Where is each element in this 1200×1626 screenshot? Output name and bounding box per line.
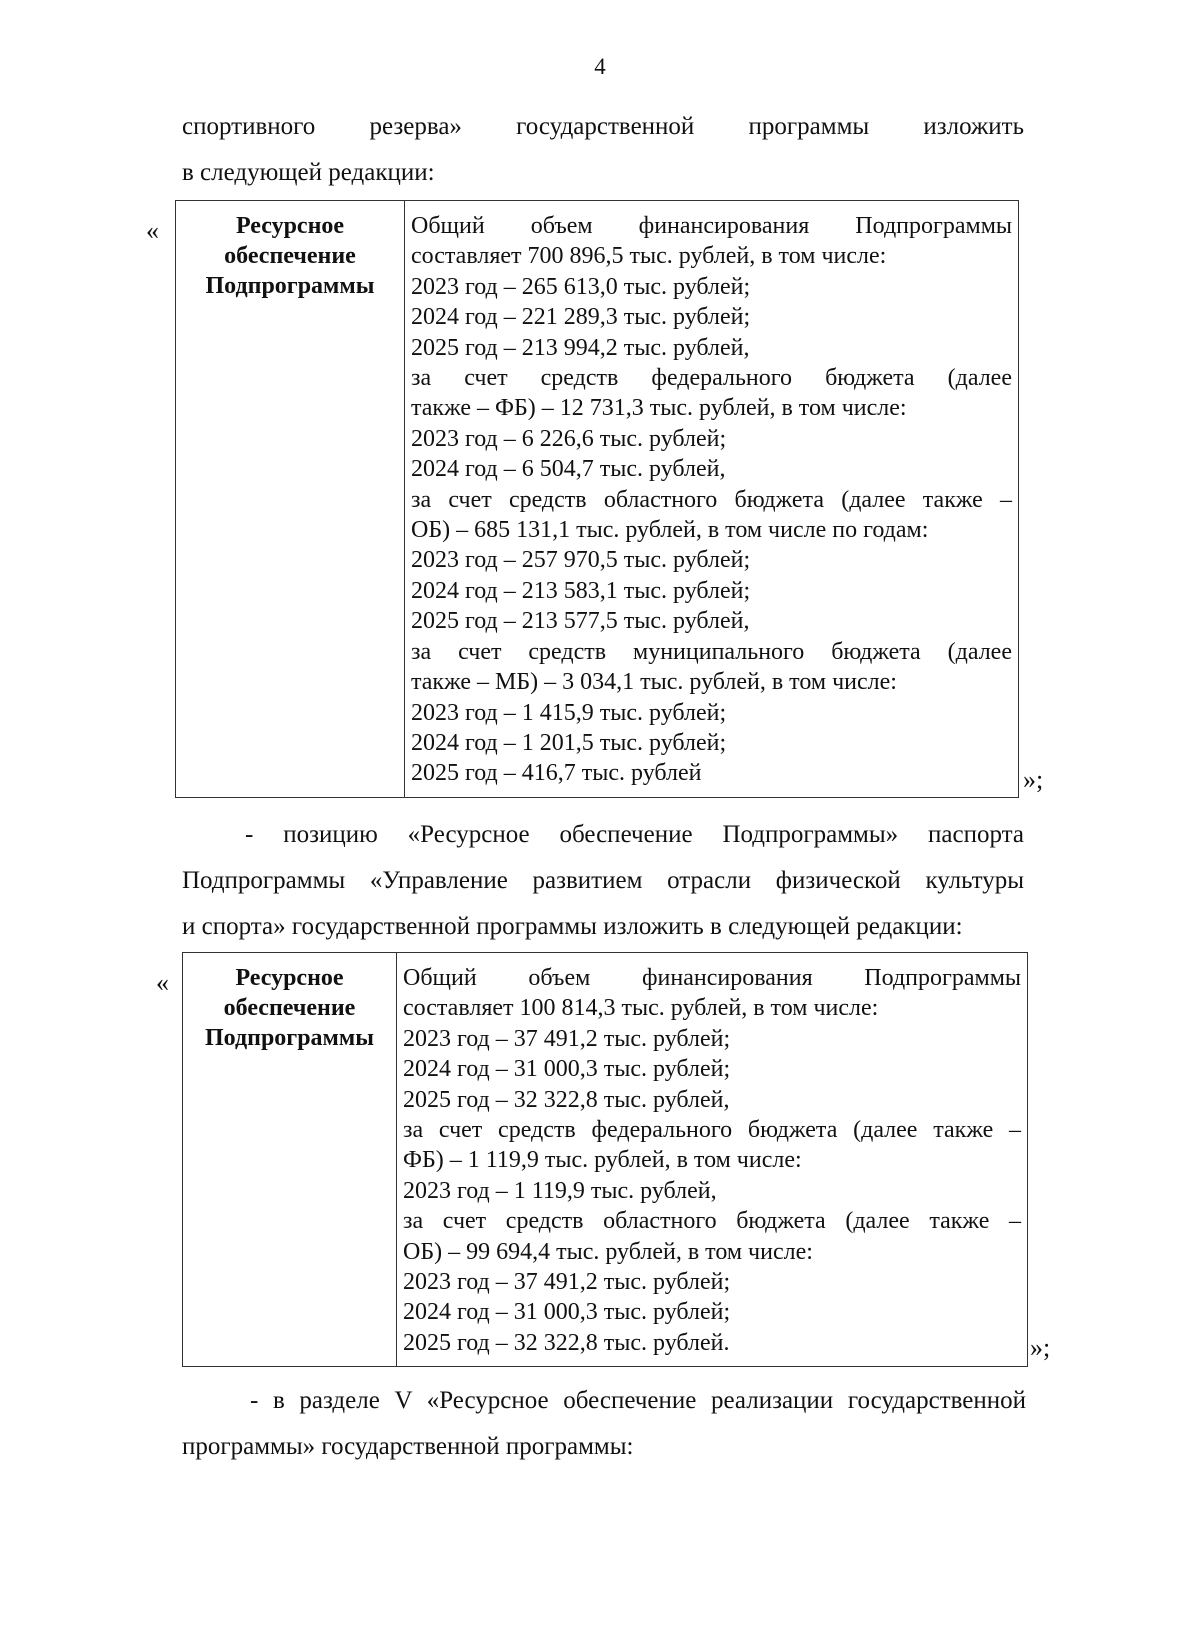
table1-label-line: Подпрограммы bbox=[205, 273, 375, 299]
table2-content-line: 2024 год – 31 000,3 тыс. рублей; bbox=[403, 1056, 731, 1083]
table1-content-line: также – МБ) – 3 034,1 тыс. рублей, в том числе: bbox=[411, 669, 897, 696]
middle-line-3: и спорта» государственной программы изложить в следующей редакции: bbox=[182, 913, 963, 940]
table1-content-line: также – ФБ) – 12 731,3 тыс. рублей, в том числе: bbox=[411, 395, 907, 422]
table2-content-line: 2025 год – 32 322,8 тыс. рублей. bbox=[403, 1329, 730, 1356]
resource-table-1 bbox=[175, 200, 1019, 798]
table2-open-quote: « bbox=[156, 968, 169, 997]
table1-content-line: 2025 год – 213 577,5 тыс. рублей, bbox=[411, 608, 750, 635]
table1-content-line: 2023 год – 1 415,9 тыс. рублей; bbox=[411, 699, 727, 726]
table2-content-line: ФБ) – 1 119,9 тыс. рублей, в том числе: bbox=[403, 1147, 802, 1174]
table2-content-cell bbox=[397, 953, 1028, 1367]
table2-content-line: за счет средств областного бюджета (далее также – bbox=[403, 1208, 1021, 1235]
middle-line-1: - позицию «Ресурсное обеспечение Подпрограммы» паспорта bbox=[245, 821, 1024, 848]
middle-line-2: Подпрограммы «Управление развитием отрасли физической культуры bbox=[182, 867, 1024, 894]
table1-content-line: составляет 700 896,5 тыс. рублей, в том числе: bbox=[411, 243, 887, 270]
intro-line-2: в следующей редакции: bbox=[182, 159, 435, 186]
table1-content-line: за счет средств областного бюджета (далее также – bbox=[411, 486, 1012, 513]
table1-close-quote: »; bbox=[1023, 765, 1044, 794]
table-row bbox=[183, 953, 1028, 1367]
table1-content-line: 2024 год – 1 201,5 тыс. рублей; bbox=[411, 729, 727, 756]
table1-content-line: 2024 год – 213 583,1 тыс. рублей; bbox=[411, 577, 751, 604]
table2-content-line: за счет средств федерального бюджета (далее также – bbox=[403, 1117, 1021, 1144]
table1-label-line: обеспечение bbox=[224, 243, 356, 269]
table2-label-line: Ресурсное bbox=[235, 965, 344, 991]
table1-label-cell bbox=[176, 201, 405, 798]
table1-content-line: Общий объем финансирования Подпрограммы bbox=[411, 213, 1012, 239]
table1-content-line: ОБ) – 685 131,1 тыс. рублей, в том числе по годам: bbox=[411, 517, 929, 544]
table-row bbox=[176, 201, 1019, 798]
table1-content-line: 2023 год – 6 226,6 тыс. рублей; bbox=[411, 425, 727, 452]
closing-line-2: программы» государственной программы: bbox=[182, 1433, 634, 1460]
table1-content-line: 2024 год – 221 289,3 тыс. рублей; bbox=[411, 304, 751, 331]
table1-content-line: 2025 год – 416,7 тыс. рублей bbox=[411, 760, 702, 787]
table1-content-line: 2024 год – 6 504,7 тыс. рублей, bbox=[411, 456, 726, 483]
table1-content-line: 2023 год – 265 613,0 тыс. рублей; bbox=[411, 273, 751, 300]
table2-content-line: 2024 год – 31 000,3 тыс. рублей; bbox=[403, 1299, 731, 1326]
table2-content-line: составляет 100 814,3 тыс. рублей, в том числе: bbox=[403, 995, 879, 1022]
table2-close-quote: »; bbox=[1030, 1333, 1051, 1362]
table2-content-line: 2025 год – 32 322,8 тыс. рублей, bbox=[403, 1086, 730, 1113]
table2-label-cell bbox=[183, 953, 397, 1367]
table1-content-line: 2023 год – 257 970,5 тыс. рублей; bbox=[411, 547, 751, 574]
table2-label-line: Подпрограммы bbox=[205, 1025, 374, 1051]
table2-content-line: 2023 год – 37 491,2 тыс. рублей; bbox=[403, 1269, 731, 1296]
table1-content-line: за счет средств муниципального бюджета (далее bbox=[411, 638, 1012, 665]
resource-table-2 bbox=[182, 952, 1028, 1367]
table2-content-line: Общий объем финансирования Подпрограммы bbox=[403, 965, 1021, 991]
table1-content-line: за счет средств федерального бюджета (далее bbox=[411, 365, 1012, 392]
table2-content-line: 2023 год – 1 119,9 тыс. рублей, bbox=[403, 1177, 717, 1204]
closing-line-1: - в разделе V «Ресурсное обеспечение реализации государственной bbox=[250, 1387, 1026, 1414]
table1-open-quote: « bbox=[146, 216, 159, 245]
table2-content-line: 2023 год – 37 491,2 тыс. рублей; bbox=[403, 1025, 731, 1052]
intro-line-1: спортивного резерва» государственной программы изложить bbox=[182, 113, 1024, 140]
table2-label-line: обеспечение bbox=[223, 995, 356, 1021]
table1-content-line: 2025 год – 213 994,2 тыс. рублей, bbox=[411, 334, 750, 361]
table1-content-cell bbox=[405, 201, 1019, 798]
table2-content-line: ОБ) – 99 694,4 тыс. рублей, в том числе: bbox=[403, 1238, 813, 1265]
page-number: 4 bbox=[594, 54, 606, 79]
table1-label-line: Ресурсное bbox=[235, 213, 345, 239]
